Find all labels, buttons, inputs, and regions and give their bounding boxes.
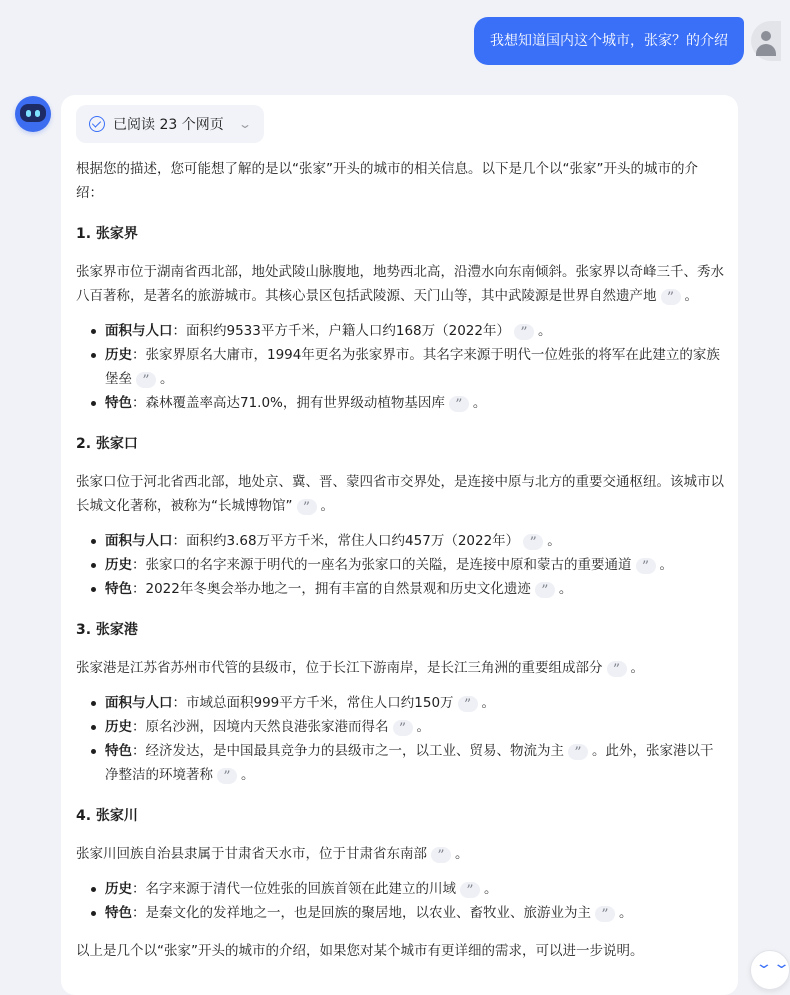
- bullet-text: ：是秦文化的发祥地之一，也是回族的聚居地，以农业、畜牧业、旅游业为主: [132, 905, 591, 921]
- citation-quote-icon[interactable]: ”: [568, 744, 588, 760]
- section-title: 3. 张家港: [76, 622, 138, 638]
- bullet-item: 特色：森林覆盖率高达71.0%，拥有世界级动植物基因库 ” 。: [76, 391, 724, 415]
- user-message-row: [0, 17, 781, 65]
- bullet-text: ：名字来源于清代一位姓张的回族首领在此建立的川域: [132, 881, 456, 897]
- citation-quote-icon[interactable]: ”: [449, 396, 469, 412]
- citation-quote-icon[interactable]: ”: [431, 847, 451, 863]
- bullet-extra-text: 。此外，张家港以干净整洁的环境著称: [105, 743, 714, 783]
- robot-eye-right: [35, 110, 40, 117]
- bullet-item: 特色：2022年冬奥会举办地之一，拥有丰富的自然景观和历史文化遗迹 ” 。: [76, 577, 724, 601]
- section-description-text: 张家川回族自治县隶属于甘肃省天水市，位于甘肃省东南部: [76, 846, 427, 862]
- answer-sections: [76, 222, 724, 925]
- section-description: 张家川回族自治县隶属于甘肃省天水市，位于甘肃省东南部 ” 。: [76, 846, 469, 864]
- bullet-keyword: 面积与人口: [105, 533, 173, 549]
- bullet-text: ：原名沙洲，因境内天然良港张家港而得名: [132, 719, 389, 735]
- user-avatar-head-icon: [761, 31, 771, 41]
- bullet-item: 特色：是秦文化的发祥地之一，也是回族的聚居地，以农业、畜牧业、旅游业为主 ” 。: [76, 901, 724, 925]
- bullet-keyword: 面积与人口: [105, 323, 173, 339]
- bullet-keyword: 特色: [105, 395, 132, 411]
- bullet-text: ：森林覆盖率高达71.0%，拥有世界级动植物基因库: [132, 395, 445, 411]
- bullet-text: ：2022年冬奥会举办地之一，拥有丰富的自然景观和历史文化遗迹: [132, 581, 531, 597]
- section-bullet-list: [76, 691, 724, 787]
- assistant-answer-card: [61, 95, 738, 995]
- bullet-text: ：面积约9533平方千米，户籍人口约168万（2022年）: [172, 323, 510, 339]
- citation-quote-icon[interactable]: ”: [393, 720, 413, 736]
- citation-quote-icon[interactable]: ”: [636, 558, 656, 574]
- bullet-text: ：张家界原名大庸市，1994年更名为张家界市。其名字来源于明代一位姓张的将军在此建立的家族堡垒: [105, 347, 720, 387]
- citation-quote-icon[interactable]: ”: [514, 324, 534, 340]
- bullet-keyword: 特色: [105, 581, 132, 597]
- answer-outro: 以上是几个以“张家”开头的城市的介绍，如果您对某个城市有更详细的需求，可以进一步说明。: [76, 943, 644, 959]
- section-title: 4. 张家川: [76, 808, 138, 824]
- chevron-down-icon: ⌄: [237, 117, 252, 131]
- section-description: 张家口位于河北省西北部，地处京、冀、晋、蒙四省市交界处，是连接中原与北方的重要交通枢纽。该城市以长城文化著称，被称为“长城博物馆” ” 。: [76, 474, 724, 516]
- bullet-item: 历史：张家口的名字来源于明代的一座名为张家口的关隘，是连接中原和蒙古的重要通道 ” 。: [76, 553, 724, 577]
- citation-quote-icon[interactable]: ”: [535, 582, 555, 598]
- bullet-item: 历史：名字来源于清代一位姓张的回族首领在此建立的川域 ” 。: [76, 877, 724, 901]
- bullet-keyword: 特色: [105, 905, 132, 921]
- bullet-text: ：面积约3.68万平方千米，常住人口约457万（2022年）: [172, 533, 520, 549]
- citation-quote-icon[interactable]: ”: [661, 289, 681, 305]
- citation-quote-icon[interactable]: ”: [458, 696, 478, 712]
- section-title: 2. 张家口: [76, 436, 138, 452]
- double-chevron-down-icon: ⌄⌄: [755, 956, 790, 972]
- scroll-to-bottom-button[interactable]: [750, 950, 790, 990]
- bullet-keyword: 历史: [105, 881, 132, 897]
- section-bullet-list: [76, 319, 724, 415]
- robot-face-icon: [20, 104, 46, 122]
- section-bullet-list: [76, 877, 724, 925]
- bullet-item: 面积与人口：面积约9533平方千米，户籍人口约168万（2022年） ” 。: [76, 319, 724, 343]
- bullet-keyword: 历史: [105, 347, 132, 363]
- read-sources-toggle[interactable]: [76, 105, 264, 143]
- section-description-text: 张家港是江苏省苏州市代管的县级市，位于长江下游南岸，是长江三角洲的重要组成部分: [76, 660, 603, 676]
- section-description-text: 张家界市位于湖南省西北部，地处武陵山脉腹地，地势西北高，沿澧水向东南倾斜。张家界以奇峰三千、秀水八百著称，是著名的旅游城市。其核心景区包括武陵源、天门山等，其中武陵源是世界自然遗产地: [76, 264, 724, 304]
- section-title: 1. 张家界: [76, 226, 138, 242]
- citation-quote-icon[interactable]: ”: [607, 661, 627, 677]
- bullet-text: ：张家口的名字来源于明代的一座名为张家口的关隘，是连接中原和蒙古的重要通道: [132, 557, 632, 573]
- bullet-item: 面积与人口：面积约3.68万平方千米，常住人口约457万（2022年） ” 。: [76, 529, 724, 553]
- citation-quote-icon[interactable]: ”: [136, 372, 156, 388]
- citation-quote-icon[interactable]: ”: [217, 768, 237, 784]
- section-description-text: 张家口位于河北省西北部，地处京、冀、晋、蒙四省市交界处，是连接中原与北方的重要交通枢纽。该城市以长城文化著称，被称为“长城博物馆”: [76, 474, 724, 514]
- user-avatar-body-icon: [756, 44, 776, 56]
- bullet-item: 特色：经济发达，是中国最具竞争力的县级市之一，以工业、贸易、物流为主 ” 。此外，张家港以干净整洁的环境著称 ” 。: [76, 739, 724, 787]
- section-bullet-list: [76, 529, 724, 601]
- bullet-keyword: 特色: [105, 743, 132, 759]
- bullet-keyword: 历史: [105, 719, 132, 735]
- bullet-keyword: 面积与人口: [105, 695, 173, 711]
- bullet-item: 历史：张家界原名大庸市，1994年更名为张家界市。其名字来源于明代一位姓张的将军在此建立的家族堡垒 ” 。: [76, 343, 724, 391]
- assistant-avatar: [15, 96, 51, 132]
- citation-quote-icon[interactable]: ”: [595, 906, 615, 922]
- bullet-item: 历史：原名沙洲，因境内天然良港张家港而得名 ” 。: [76, 715, 724, 739]
- user-message-bubble: 我想知道国内这个城市，张家？的介绍: [474, 17, 744, 65]
- citation-quote-icon[interactable]: ”: [523, 534, 543, 550]
- citation-quote-icon[interactable]: ”: [297, 499, 317, 515]
- bullet-text: ：市域总面积999平方千米，常住人口约150万: [172, 695, 454, 711]
- section-description: 张家港是江苏省苏州市代管的县级市，位于长江下游南岸，是长江三角洲的重要组成部分 ” 。: [76, 660, 644, 678]
- user-avatar[interactable]: [751, 21, 781, 61]
- check-circle-icon: [89, 116, 105, 132]
- robot-eye-left: [26, 110, 31, 117]
- citation-quote-icon[interactable]: ”: [460, 882, 480, 898]
- read-sources-label: 已阅读 23 个网页: [113, 117, 224, 133]
- answer-intro: 根据您的描述，您可能想了解的是以“张家”开头的城市的相关信息。以下是几个以“张家”开头的城市的介绍：: [76, 161, 698, 201]
- bullet-keyword: 历史: [105, 557, 132, 573]
- section-description: 张家界市位于湖南省西北部，地处武陵山脉腹地，地势西北高，沿澧水向东南倾斜。张家界以奇峰三千、秀水八百著称，是著名的旅游城市。其核心景区包括武陵源、天门山等，其中武陵源是世界自然遗产地 ” 。: [76, 264, 724, 306]
- bullet-item: 面积与人口：市域总面积999平方千米，常住人口约150万 ” 。: [76, 691, 724, 715]
- answer-content: [76, 157, 724, 963]
- bullet-text: ：经济发达，是中国最具竞争力的县级市之一，以工业、贸易、物流为主: [132, 743, 564, 759]
